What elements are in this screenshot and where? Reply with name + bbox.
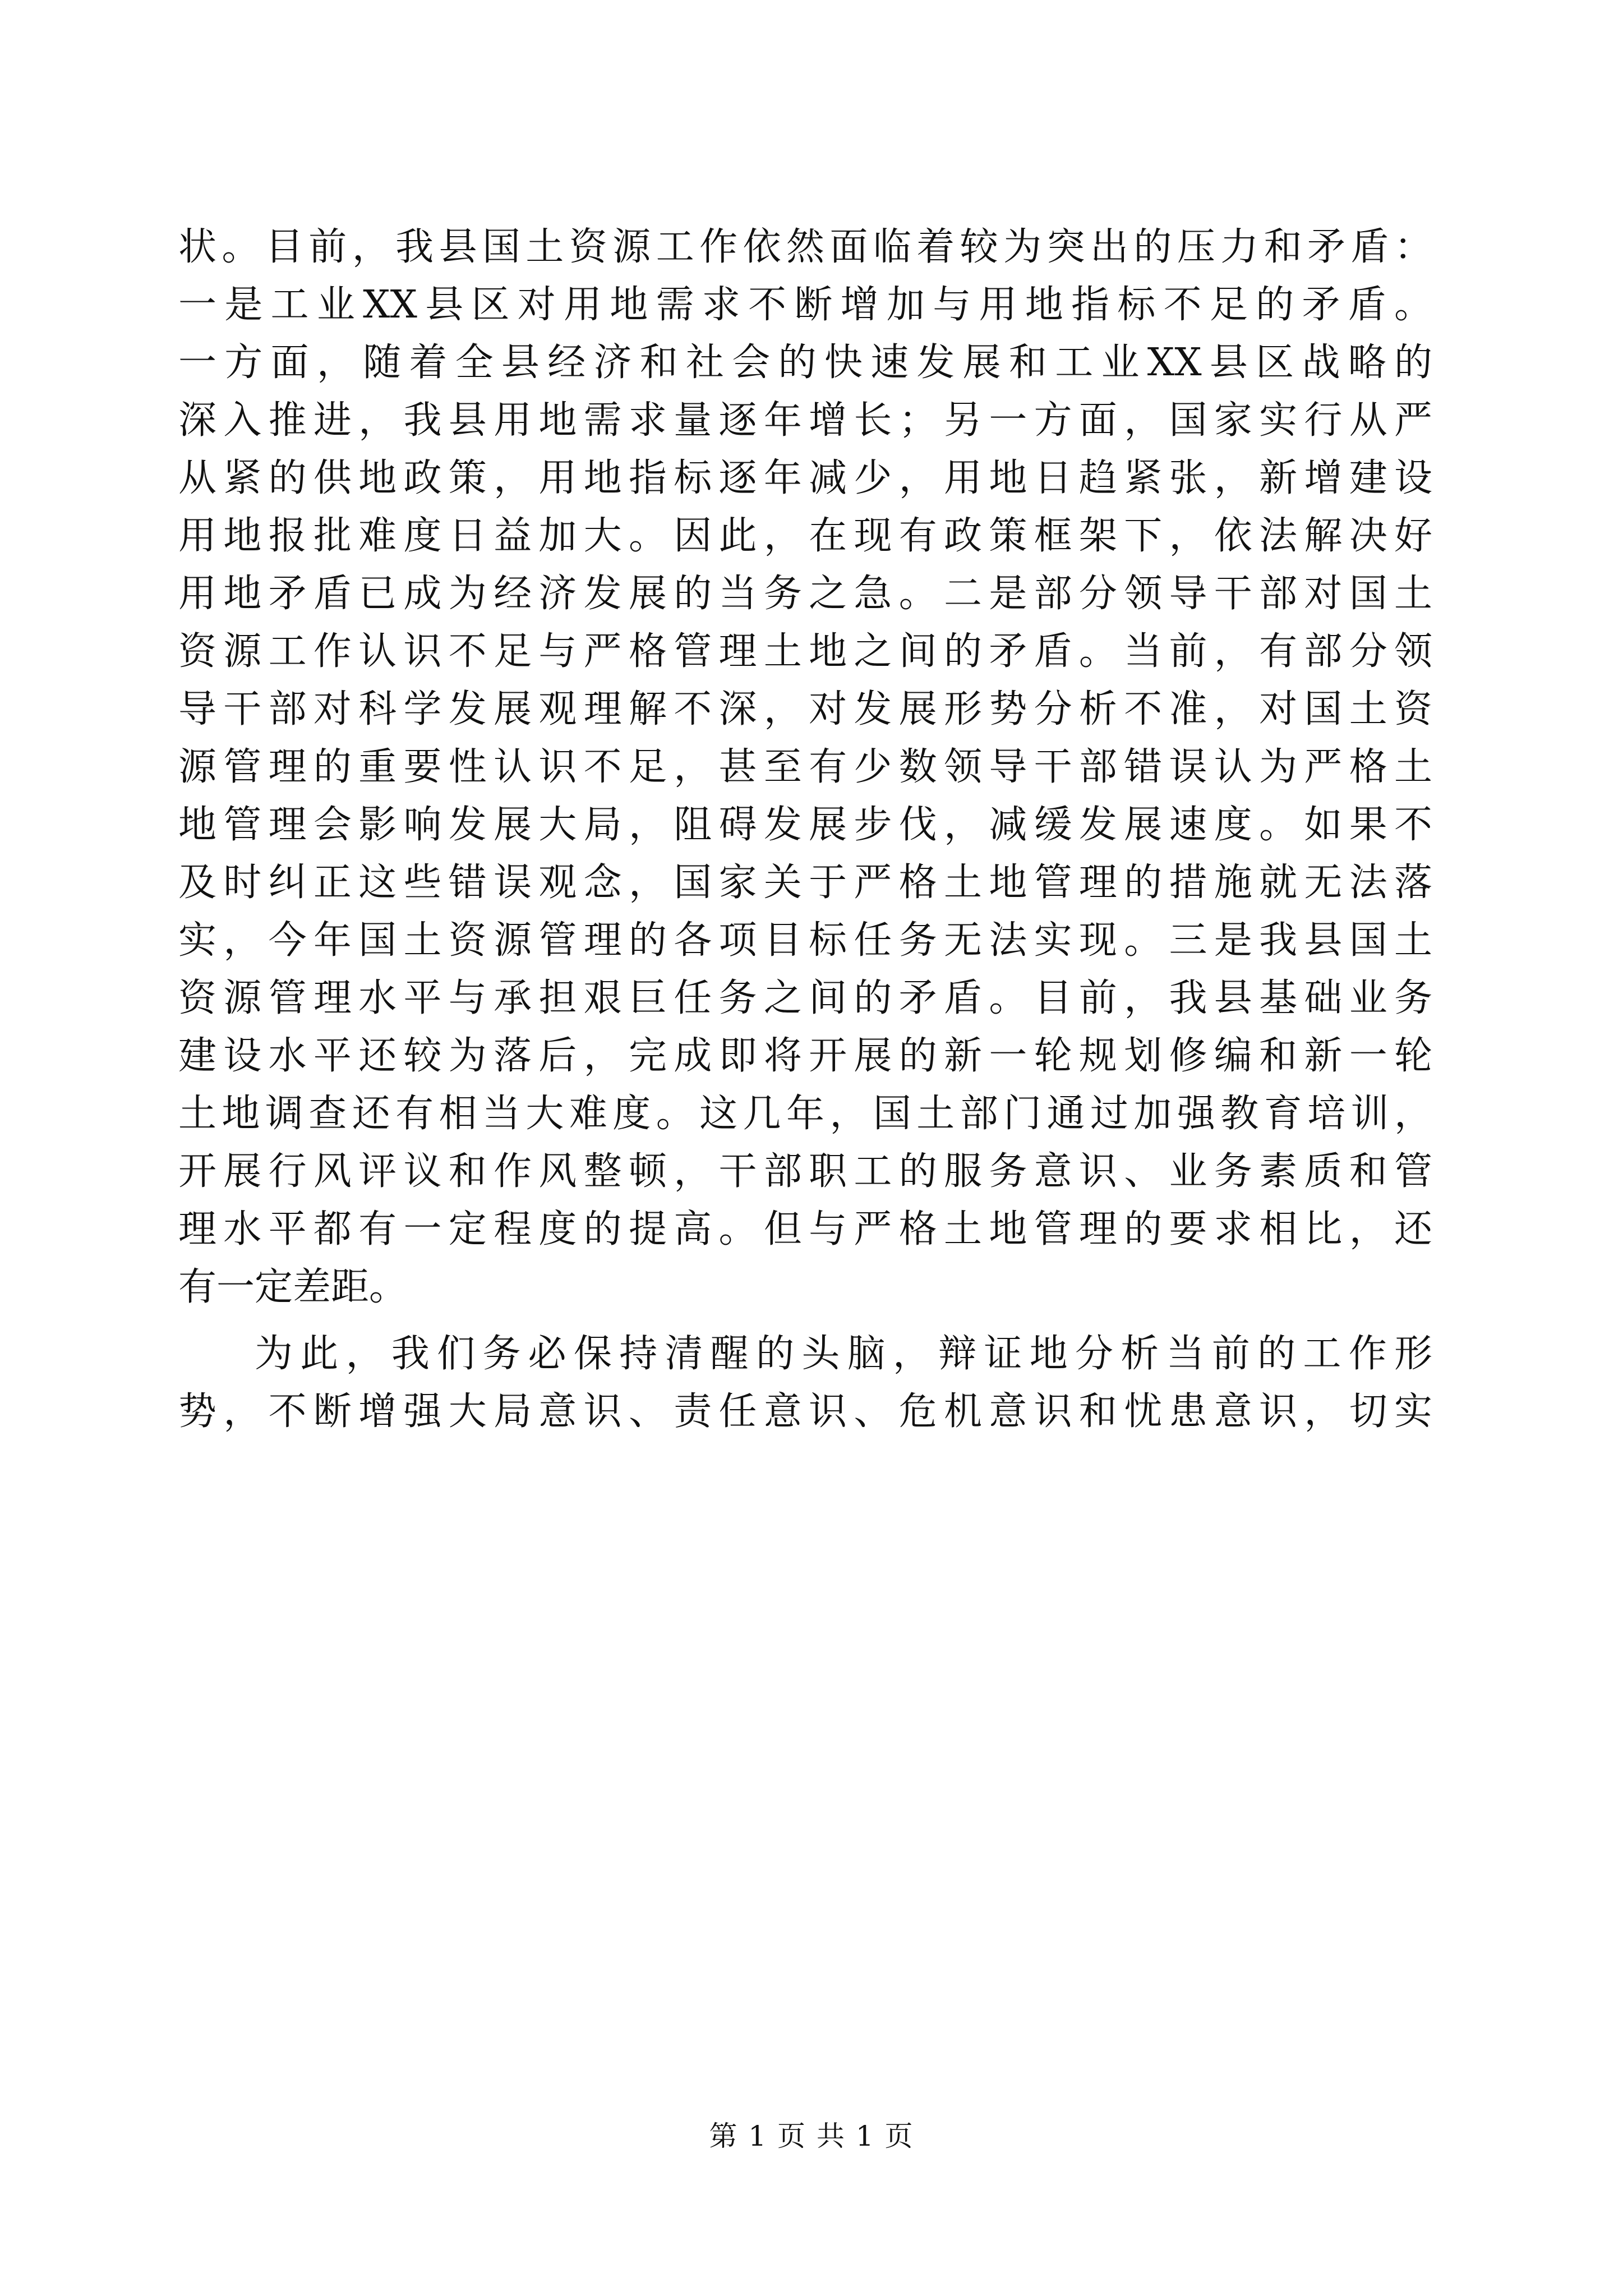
text-line: 资源工作认识不足与严格管理土地之间的矛盾。当前，有部分领 [178,629,1432,674]
text-line: 导干部对科学发展观理解不深，对发展形势分析不准，对国土资 [178,687,1432,731]
text-line: 及时纠正这些错误观念，国家关于严格土地管理的措施就无法落 [178,861,1432,905]
text-line: 地管理会影响发展大局，阻碍发展步伐，减缓发展速度。如果不 [178,803,1432,847]
paragraph-2 [178,1325,1432,1441]
text-line: 状。目前，我县国土资源工作依然面临着较为突出的压力和矛盾： [178,225,1432,269]
paragraph-spacer [178,1316,1432,1325]
text-line: 资源管理水平与承担艰巨任务之间的矛盾。目前，我县基础业务 [178,976,1432,1020]
text-line: 有一定差距。 [178,1265,408,1309]
text-line: 用地报批难度日益加大。因此，在现有政策框架下，依法解决好 [178,514,1432,558]
text-line: 用地矛盾已成为经济发展的当务之急。二是部分领导干部对国土 [178,572,1432,616]
text-line: 一是工业XX县区对用地需求不断增加与用地指标不足的矛盾。 [178,283,1432,327]
paragraph-1 [178,218,1432,1316]
text-line: 源管理的重要性认识不足，甚至有少数领导干部错误认为严格土 [178,745,1432,789]
text-line: 为此，我们务必保持清醒的头脑，辩证地分析当前的工作形 [255,1332,1432,1376]
text-line: 理水平都有一定程度的提高。但与严格土地管理的要求相比，还 [178,1207,1432,1251]
body-text [178,218,1432,1441]
text-line: 深入推进，我县用地需求量逐年增长；另一方面，国家实行从严 [178,398,1432,443]
text-line: 实，今年国土资源管理的各项目标任务无法实现。三是我县国土 [178,918,1432,963]
text-line: 从紧的供地政策，用地指标逐年减少，用地日趋紧张，新增建设 [178,456,1432,500]
text-line: 开展行风评议和作风整顿，干部职工的服务意识、业务素质和管 [178,1149,1432,1194]
text-line: 一方面，随着全县经济和社会的快速发展和工业XX县区战略的 [178,341,1432,385]
page-number-footer: 第 1 页 共 1 页 [709,2120,914,2152]
text-line: 土地调查还有相当大难度。这几年，国土部门通过加强教育培训， [178,1092,1432,1136]
text-line: 势，不断增强大局意识、责任意识、危机意识和忧患意识，切实 [178,1389,1432,1434]
text-line: 建设水平还较为落后，完成即将开展的新一轮规划修编和新一轮 [178,1034,1432,1078]
